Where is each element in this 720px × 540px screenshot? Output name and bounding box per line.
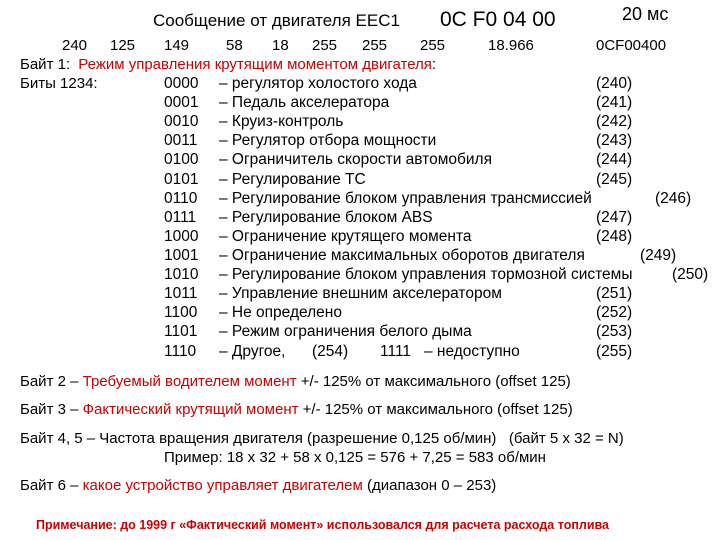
byte2-highlight: Требуемый водителем момент xyxy=(82,373,297,390)
bit-value: (252) xyxy=(596,304,633,322)
bit-code: 0100 xyxy=(164,151,199,169)
byte2-prefix: Байт 2 – xyxy=(20,373,79,390)
bit-code: 1001 xyxy=(164,246,199,264)
bit-value: (251) xyxy=(596,285,633,303)
value-cell: 255 xyxy=(362,37,388,54)
bits-row xyxy=(0,152,720,172)
bits-row xyxy=(0,191,720,211)
bits-label: Биты 1234: xyxy=(20,75,98,92)
value-cell: 149 xyxy=(164,37,190,54)
bits-row xyxy=(0,305,720,325)
byte3-rest: +/- 125% от максимального (offset 125) xyxy=(302,401,573,418)
bit-code: 1000 xyxy=(164,227,199,245)
byte2-line xyxy=(20,374,571,389)
bit-desc: – Регулятор отбора мощности xyxy=(219,132,437,150)
bits-row xyxy=(0,210,720,230)
bits-row xyxy=(0,76,720,96)
bits-row xyxy=(0,133,720,153)
value-cell: 18 xyxy=(272,37,289,54)
bit-desc: – Режим ограничения белого дыма xyxy=(219,323,472,341)
bit-desc: – Регулирование ТС xyxy=(219,170,366,188)
bit-code: 0011 xyxy=(164,132,198,150)
bit-code: 0000 xyxy=(164,75,199,92)
bit-code: 1010 xyxy=(164,266,199,283)
bit-code: 1011 xyxy=(164,285,198,303)
byte1-suffix: : xyxy=(431,56,437,73)
bit-desc: – Круиз-контроль xyxy=(219,113,344,131)
byte45-line2: Пример: 18 х 32 + 58 х 0,125 = 576 + 7,25 = 583 об/мин xyxy=(164,449,546,466)
bits-row xyxy=(0,172,720,192)
message-title: Сообщение от двигателя EEC1 xyxy=(153,11,400,30)
byte1-title: Режим управления крутящим моментом двигателя xyxy=(78,56,432,73)
bits-row xyxy=(0,324,720,344)
value-cell: 18.966 xyxy=(488,37,534,54)
bits-row xyxy=(0,95,720,115)
bits-row xyxy=(0,286,720,306)
bit-code: 1101 xyxy=(164,323,198,341)
bits-row xyxy=(0,248,720,268)
bit-value: (240) xyxy=(596,75,633,92)
bit-value: (246) xyxy=(655,189,692,207)
value-cell: 0CF00400 xyxy=(596,37,667,54)
bits-row xyxy=(0,229,720,249)
footnote: Примечание: до 1999 г «Фактический момент» использовался для расчета расхода топлива xyxy=(36,518,609,532)
bit-value: (255) xyxy=(596,343,633,360)
bit-desc: – Регулирование блоком управления тормозной системы xyxy=(219,266,633,283)
message-period: 20 мс xyxy=(622,4,669,24)
byte6-line xyxy=(20,478,496,493)
value-cell: 58 xyxy=(226,37,243,54)
bit-desc: – недоступно xyxy=(424,343,520,360)
value-cell: 255 xyxy=(312,37,338,54)
bit-value: (248) xyxy=(596,227,633,245)
bit-value: (250) xyxy=(672,266,709,283)
bit-desc: – регулятор холостого хода xyxy=(219,75,417,92)
byte3-prefix: Байт 3 – xyxy=(20,401,79,418)
bits-row-last xyxy=(0,344,720,364)
byte6-rest: (диапазон 0 – 253) xyxy=(366,477,497,494)
bit-value: (241) xyxy=(596,94,633,112)
byte3-highlight: Фактический крутящий момент xyxy=(82,401,299,418)
bit-desc: – Ограничение крутящего момента xyxy=(219,227,472,245)
message-hex-id: 0C F0 04 00 xyxy=(440,8,556,31)
bit-code: 0001 xyxy=(164,94,199,112)
bit-desc: – Регулирование блоком ABS xyxy=(219,208,433,226)
byte1-label: Байт 1: xyxy=(20,56,71,73)
bit-desc: – Управление внешним акселератором xyxy=(219,285,502,303)
bits-row xyxy=(0,267,720,287)
bit-code: 0101 xyxy=(164,170,199,188)
byte6-prefix: Байт 6 – xyxy=(20,477,79,494)
bit-value: (242) xyxy=(596,113,633,131)
byte2-rest: +/- 125% от максимального (offset 125) xyxy=(300,373,571,390)
bit-desc: – Педаль акселератора xyxy=(219,94,390,112)
bit-desc: – Регулирование блоком управления трансмиссией xyxy=(219,189,592,207)
bit-desc: – Ограничение максимальных оборотов двигателя xyxy=(219,246,585,264)
bit-value: (243) xyxy=(596,132,633,150)
bit-code: 1111 xyxy=(380,343,412,360)
bit-code: 0110 xyxy=(164,189,198,207)
value-cell: 255 xyxy=(420,37,446,54)
bit-desc: – Ограничитель скорости автомобиля xyxy=(219,151,492,169)
bit-value: (249) xyxy=(640,246,677,264)
bit-code: 0010 xyxy=(164,113,199,131)
bit-value: (253) xyxy=(596,323,633,341)
bit-desc: – Другое, xyxy=(219,343,286,360)
byte3-line xyxy=(20,402,573,417)
bit-value: (245) xyxy=(596,170,633,188)
value-cell: 240 xyxy=(62,37,88,54)
bit-value: (244) xyxy=(596,151,633,169)
byte45-line1: Байт 4, 5 – Частота вращения двигателя (разрешение 0,125 об/мин) (байт 5 х 32 = N) xyxy=(20,430,624,447)
byte6-highlight: какое устройство управляет двигателем xyxy=(82,477,363,494)
bit-code: 1110 xyxy=(164,343,197,360)
bits-row xyxy=(0,114,720,134)
bit-code: 0111 xyxy=(164,208,197,226)
bit-value: (247) xyxy=(596,208,633,226)
bit-desc: – Не определено xyxy=(219,304,342,322)
value-cell: 125 xyxy=(110,37,136,54)
bit-code: 1100 xyxy=(164,304,198,322)
bit-value: (254) xyxy=(312,343,349,360)
